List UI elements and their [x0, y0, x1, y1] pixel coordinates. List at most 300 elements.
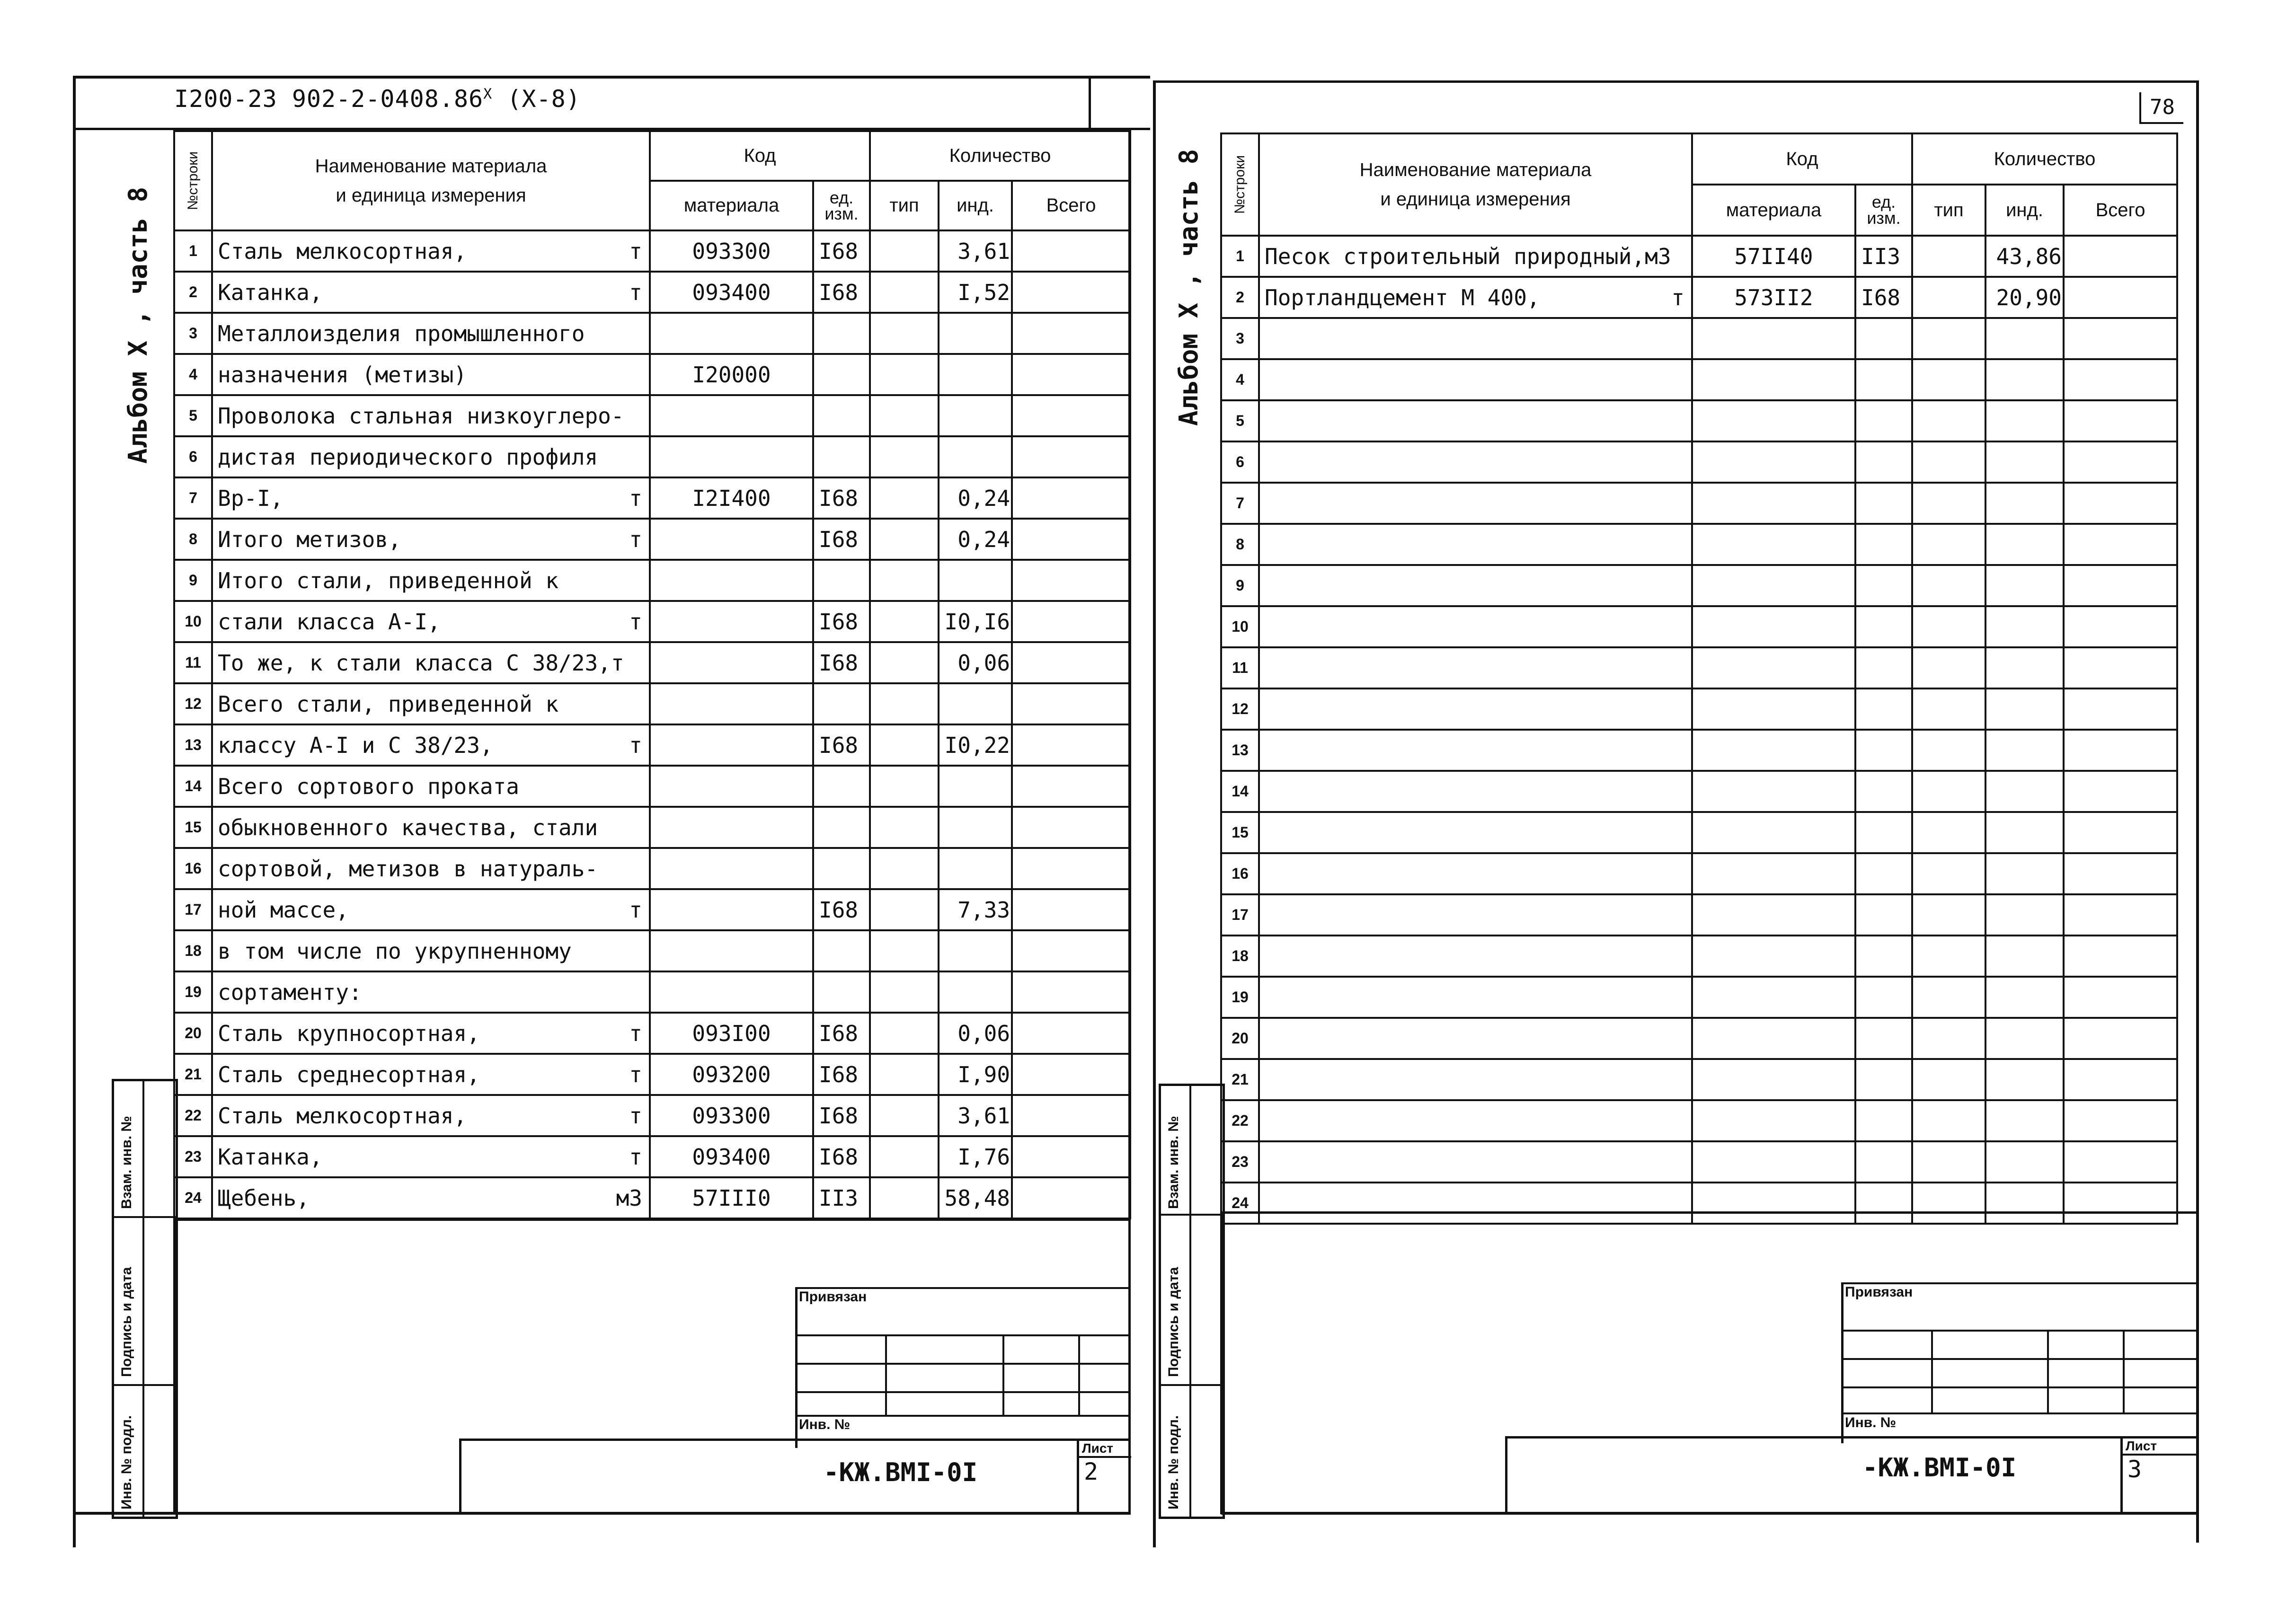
type-quantity — [870, 230, 939, 272]
material-name-text: Портландцемент М 400, — [1265, 284, 1540, 310]
unit-code: I68 — [813, 519, 870, 560]
total-quantity — [1012, 230, 1130, 272]
material-name — [1259, 1018, 1692, 1059]
row-number: 12 — [174, 683, 212, 724]
material-name — [1259, 688, 1692, 730]
type-quantity — [1912, 277, 1985, 318]
material-name — [212, 395, 650, 436]
material-code: 57III0 — [650, 1177, 813, 1218]
table-row — [174, 601, 1130, 642]
total-quantity — [2064, 318, 2177, 359]
doc-header-code: I200-23 $902-2-0408.86^X$ (X-8) — [174, 85, 581, 113]
material-name-text: Сталь крупносортная, — [218, 1020, 480, 1046]
material-code — [650, 642, 813, 683]
col-row-no-right: №строки — [1221, 133, 1259, 236]
material-name — [212, 1136, 650, 1177]
total-quantity — [2064, 977, 2177, 1018]
type-quantity — [870, 971, 939, 1013]
unit-code — [813, 766, 870, 807]
ind-quantity — [1985, 894, 2064, 936]
material-name — [1259, 853, 1692, 894]
ind-quantity — [1985, 606, 2064, 647]
material-name — [212, 930, 650, 971]
ind-quantity — [1985, 524, 2064, 565]
table-row — [1221, 1018, 2177, 1059]
material-code — [1692, 359, 1855, 400]
ind-quantity — [1985, 318, 2064, 359]
row-number: 11 — [174, 642, 212, 683]
material-name — [212, 642, 650, 683]
material-unit: т — [629, 1144, 642, 1170]
material-code — [1692, 606, 1855, 647]
material-code — [1692, 771, 1855, 812]
material-code — [1692, 524, 1855, 565]
material-name — [1259, 400, 1692, 441]
material-code — [1692, 894, 1855, 936]
unit-code — [1855, 1100, 1912, 1141]
unit-code: I68 — [813, 1013, 870, 1054]
left-spec-table — [173, 130, 1131, 1219]
ind-quantity: 43,86 — [1985, 236, 2064, 277]
ind-quantity — [1985, 565, 2064, 606]
table-row — [1221, 400, 2177, 441]
material-name-text: Катанка, — [218, 1144, 323, 1170]
material-name — [1259, 236, 1692, 277]
ind-quantity — [939, 848, 1012, 889]
table-row — [1221, 730, 2177, 771]
material-name-text: дистая периодического профиля — [218, 444, 598, 470]
unit-code — [1855, 565, 1912, 606]
row-number: 24 — [174, 1177, 212, 1218]
material-name-text: стали класса А-I, — [218, 609, 441, 635]
material-name-text: назначения (метизы) — [218, 362, 467, 388]
ind-quantity — [1985, 977, 2064, 1018]
row-number: 19 — [174, 971, 212, 1013]
table-row — [1221, 1059, 2177, 1100]
total-quantity — [1012, 807, 1130, 848]
type-quantity — [1912, 1183, 1985, 1224]
row-number: 8 — [1221, 524, 1259, 565]
row-number: 21 — [174, 1054, 212, 1095]
row-number: 9 — [174, 560, 212, 601]
material-code — [1692, 1183, 1855, 1224]
ind-quantity — [939, 683, 1012, 724]
row-number: 20 — [174, 1013, 212, 1054]
material-code — [650, 766, 813, 807]
material-code: I20000 — [650, 354, 813, 395]
material-code: 57II40 — [1692, 236, 1855, 277]
ind-quantity — [939, 930, 1012, 971]
material-unit: т — [629, 238, 642, 264]
col-code-right: Код — [1692, 133, 1912, 185]
material-name — [1259, 359, 1692, 400]
table-row — [174, 560, 1130, 601]
table-row — [1221, 771, 2177, 812]
ind-quantity — [1985, 483, 2064, 524]
total-quantity — [2064, 688, 2177, 730]
material-name-text: Итого стали, приведенной к — [218, 567, 559, 593]
unit-code — [1855, 1183, 1912, 1224]
material-name-text: сортаменту: — [218, 979, 362, 1005]
material-unit: т — [629, 526, 642, 552]
ind-quantity — [939, 766, 1012, 807]
total-quantity — [2064, 647, 2177, 688]
row-number: 10 — [174, 601, 212, 642]
col-ind-right: инд. — [1985, 185, 2064, 236]
total-quantity — [1012, 766, 1130, 807]
total-quantity — [2064, 277, 2177, 318]
type-quantity — [870, 1095, 939, 1136]
stamp-inv-podl: Инв. № подл. — [119, 1415, 134, 1509]
table-row — [174, 889, 1130, 930]
material-name-text: Проволока стальная низкоуглеро- — [218, 403, 624, 429]
type-quantity — [1912, 524, 1985, 565]
unit-code: I68 — [813, 230, 870, 272]
type-quantity — [1912, 1059, 1985, 1100]
total-quantity — [1012, 1013, 1130, 1054]
material-name-text: Металлоизделия промышленного — [218, 320, 585, 346]
side-album-label-right: Альбом X , часть 8 — [1174, 149, 1204, 426]
unit-code: I68 — [813, 1054, 870, 1095]
type-quantity — [870, 519, 939, 560]
total-quantity — [1012, 642, 1130, 683]
type-quantity — [1912, 236, 1985, 277]
unit-code — [1855, 730, 1912, 771]
table-row — [1221, 236, 2177, 277]
unit-code — [813, 971, 870, 1013]
material-name-text: То же, к стали класса С 38/23,т — [218, 650, 624, 676]
col-name-right: Наименование материала и единица измерения — [1259, 133, 1692, 236]
ind-quantity — [939, 807, 1012, 848]
type-quantity — [870, 807, 939, 848]
row-number: 6 — [1221, 441, 1259, 483]
type-quantity — [1912, 359, 1985, 400]
row-number: 8 — [174, 519, 212, 560]
type-quantity — [1912, 647, 1985, 688]
total-quantity — [1012, 601, 1130, 642]
col-code: Код — [650, 131, 870, 181]
type-quantity — [1912, 483, 1985, 524]
row-number: 2 — [1221, 277, 1259, 318]
unit-code: I68 — [813, 724, 870, 766]
material-name — [1259, 812, 1692, 853]
material-name — [1259, 977, 1692, 1018]
material-name — [212, 971, 650, 1013]
unit-code: II3 — [813, 1177, 870, 1218]
type-quantity — [1912, 606, 1985, 647]
material-name — [1259, 1059, 1692, 1100]
material-code — [650, 807, 813, 848]
material-name — [212, 1177, 650, 1218]
material-code — [650, 395, 813, 436]
total-quantity — [2064, 1018, 2177, 1059]
material-name — [1259, 277, 1692, 318]
material-code — [1692, 565, 1855, 606]
unit-code: I68 — [813, 477, 870, 519]
total-quantity — [1012, 272, 1130, 313]
material-name — [212, 519, 650, 560]
table-row — [1221, 606, 2177, 647]
unit-code — [1855, 606, 1912, 647]
material-name-text: Катанка, — [218, 279, 323, 305]
table-row — [174, 230, 1130, 272]
ind-quantity — [1985, 688, 2064, 730]
table-row — [174, 313, 1130, 354]
row-number: 9 — [1221, 565, 1259, 606]
material-code — [1692, 318, 1855, 359]
material-unit: т — [629, 897, 642, 923]
material-name-text: ной массе, — [218, 897, 349, 923]
table-row — [1221, 647, 2177, 688]
ind-quantity: 0,06 — [939, 1013, 1012, 1054]
total-quantity — [2064, 1100, 2177, 1141]
row-number: 1 — [1221, 236, 1259, 277]
page-number: 78 — [2139, 92, 2183, 124]
unit-code — [813, 354, 870, 395]
material-name-text: классу А-I и С 38/23, — [218, 732, 493, 758]
table-row — [1221, 359, 2177, 400]
material-name — [212, 272, 650, 313]
row-number: 17 — [174, 889, 212, 930]
unit-code — [813, 807, 870, 848]
material-unit: т — [629, 609, 642, 635]
material-code — [1692, 647, 1855, 688]
type-quantity — [1912, 318, 1985, 359]
total-quantity — [2064, 236, 2177, 277]
ind-quantity — [1985, 730, 2064, 771]
material-code: 093200 — [650, 1054, 813, 1095]
stamp-inv-podl-right: Инв. № подл. — [1166, 1415, 1181, 1509]
type-quantity — [870, 601, 939, 642]
ind-quantity: 0,06 — [939, 642, 1012, 683]
material-code — [1692, 1059, 1855, 1100]
ind-quantity: 7,33 — [939, 889, 1012, 930]
material-code: 093I00 — [650, 1013, 813, 1054]
unit-code: I68 — [813, 889, 870, 930]
unit-code — [813, 313, 870, 354]
material-code — [1692, 1100, 1855, 1141]
type-quantity — [870, 766, 939, 807]
ind-quantity — [1985, 1018, 2064, 1059]
ind-quantity — [1985, 1183, 2064, 1224]
material-code — [1692, 812, 1855, 853]
material-name-text: Сталь мелкосортная, — [218, 238, 467, 264]
ind-quantity: I,52 — [939, 272, 1012, 313]
type-quantity — [870, 272, 939, 313]
material-code — [650, 436, 813, 477]
unit-code: I68 — [813, 642, 870, 683]
table-row — [1221, 894, 2177, 936]
table-row — [1221, 812, 2177, 853]
material-code — [1692, 483, 1855, 524]
total-quantity — [2064, 1059, 2177, 1100]
total-quantity — [2064, 483, 2177, 524]
right-outer-border — [1153, 80, 1156, 1547]
type-quantity — [1912, 977, 1985, 1018]
material-name — [1259, 1141, 1692, 1183]
material-name — [212, 436, 650, 477]
material-name-text: в том числе по укрупненному — [218, 938, 572, 964]
material-name-text: обыкновенного качества, стали — [218, 814, 598, 840]
table-row — [1221, 936, 2177, 977]
ind-quantity — [939, 354, 1012, 395]
ind-quantity: 58,48 — [939, 1177, 1012, 1218]
row-number: 7 — [174, 477, 212, 519]
table-row — [1221, 524, 2177, 565]
row-number: 7 — [1221, 483, 1259, 524]
total-quantity — [1012, 1136, 1130, 1177]
ind-quantity: 3,61 — [939, 230, 1012, 272]
row-number: 23 — [1221, 1141, 1259, 1183]
row-number: 3 — [174, 313, 212, 354]
table-row — [174, 766, 1130, 807]
table-row — [174, 1095, 1130, 1136]
type-quantity — [1912, 441, 1985, 483]
total-quantity — [2064, 565, 2177, 606]
material-code — [1692, 441, 1855, 483]
material-unit: т — [1671, 284, 1684, 310]
material-code — [1692, 853, 1855, 894]
table-row — [1221, 318, 2177, 359]
table-row — [174, 519, 1130, 560]
total-quantity — [1012, 560, 1130, 601]
total-quantity — [1012, 395, 1130, 436]
material-name — [1259, 524, 1692, 565]
ind-quantity — [939, 313, 1012, 354]
total-quantity — [1012, 354, 1130, 395]
total-quantity — [2064, 771, 2177, 812]
row-number: 22 — [174, 1095, 212, 1136]
unit-code: I68 — [1855, 277, 1912, 318]
material-name-text: Песок строительный природный,м3 — [1265, 243, 1671, 269]
type-quantity — [870, 724, 939, 766]
material-code: 093300 — [650, 1095, 813, 1136]
material-name — [212, 477, 650, 519]
material-code — [650, 560, 813, 601]
material-name-text: Всего сортового проката — [218, 773, 519, 799]
right-spec-table — [1220, 132, 2178, 1225]
col-name: Наименование материала и единица измерения — [212, 131, 650, 230]
right-bottom-border — [1221, 1512, 2199, 1515]
sheet-label-right: Лист — [2123, 1439, 2198, 1456]
total-quantity — [1012, 436, 1130, 477]
ind-quantity — [939, 395, 1012, 436]
row-number: 5 — [174, 395, 212, 436]
total-quantity — [2064, 894, 2177, 936]
ind-quantity — [1985, 1059, 2064, 1100]
sheet-number: 2 — [1084, 1458, 1099, 1485]
total-quantity — [2064, 812, 2177, 853]
material-code: I2I400 — [650, 477, 813, 519]
material-unit: т — [629, 732, 642, 758]
type-quantity — [870, 1177, 939, 1218]
total-quantity — [2064, 853, 2177, 894]
ind-quantity: 0,24 — [939, 519, 1012, 560]
material-name — [212, 724, 650, 766]
unit-code — [1855, 894, 1912, 936]
row-number: 13 — [1221, 730, 1259, 771]
material-unit: т — [629, 1020, 642, 1046]
left-top-border — [76, 76, 1150, 79]
sheet-number-box-right — [2120, 1439, 2198, 1514]
ind-quantity — [1985, 812, 2064, 853]
total-quantity — [1012, 519, 1130, 560]
material-unit: т — [629, 1061, 642, 1087]
material-code — [1692, 977, 1855, 1018]
type-quantity — [1912, 400, 1985, 441]
total-quantity — [2064, 359, 2177, 400]
material-name — [212, 889, 650, 930]
col-total-right: Всего — [2064, 185, 2177, 236]
unit-code — [1855, 483, 1912, 524]
sheet-number-box — [1077, 1441, 1131, 1514]
material-name — [212, 601, 650, 642]
total-quantity — [1012, 930, 1130, 971]
row-number: 5 — [1221, 400, 1259, 441]
row-number: 11 — [1221, 647, 1259, 688]
unit-code — [1855, 318, 1912, 359]
unit-code — [1855, 771, 1912, 812]
table-row — [174, 477, 1130, 519]
material-code: 573II2 — [1692, 277, 1855, 318]
sheet-number-right: 3 — [2127, 1456, 2142, 1483]
material-name — [1259, 730, 1692, 771]
table-row — [174, 1054, 1130, 1095]
type-quantity — [870, 1013, 939, 1054]
total-quantity — [2064, 400, 2177, 441]
material-code — [650, 519, 813, 560]
unit-code — [813, 683, 870, 724]
ind-quantity: 3,61 — [939, 1095, 1012, 1136]
unit-code — [1855, 1018, 1912, 1059]
material-code — [650, 601, 813, 642]
unit-code — [1855, 441, 1912, 483]
left-side-stamp — [112, 1079, 178, 1519]
ind-quantity — [1985, 853, 2064, 894]
inv-no-label: Инв. № — [799, 1417, 851, 1432]
total-quantity — [1012, 1177, 1130, 1218]
row-number: 14 — [1221, 771, 1259, 812]
material-code — [650, 683, 813, 724]
material-code — [650, 971, 813, 1013]
sheet-doc-code-right: -КЖ.ВМI-0I — [1862, 1453, 2017, 1483]
total-quantity — [1012, 724, 1130, 766]
type-quantity — [870, 313, 939, 354]
row-number: 4 — [1221, 359, 1259, 400]
stamp-inv-vzam-right: Взам. инв. № — [1166, 1116, 1181, 1209]
material-name — [212, 313, 650, 354]
unit-code — [1855, 977, 1912, 1018]
row-number: 21 — [1221, 1059, 1259, 1100]
type-quantity — [1912, 1100, 1985, 1141]
table-row — [174, 724, 1130, 766]
table-row — [174, 272, 1130, 313]
material-code — [650, 848, 813, 889]
material-name — [212, 683, 650, 724]
material-code — [1692, 730, 1855, 771]
unit-code — [813, 395, 870, 436]
material-name-text: Вр-I, — [218, 485, 284, 511]
material-unit: т — [629, 1103, 642, 1129]
table-row — [174, 1177, 1130, 1218]
type-quantity — [870, 1136, 939, 1177]
table-row — [1221, 1183, 2177, 1224]
table-row — [1221, 1141, 2177, 1183]
unit-code: I68 — [813, 1136, 870, 1177]
row-number: 23 — [174, 1136, 212, 1177]
table-row — [1221, 277, 2177, 318]
col-unit: ед. изм. — [813, 181, 870, 230]
